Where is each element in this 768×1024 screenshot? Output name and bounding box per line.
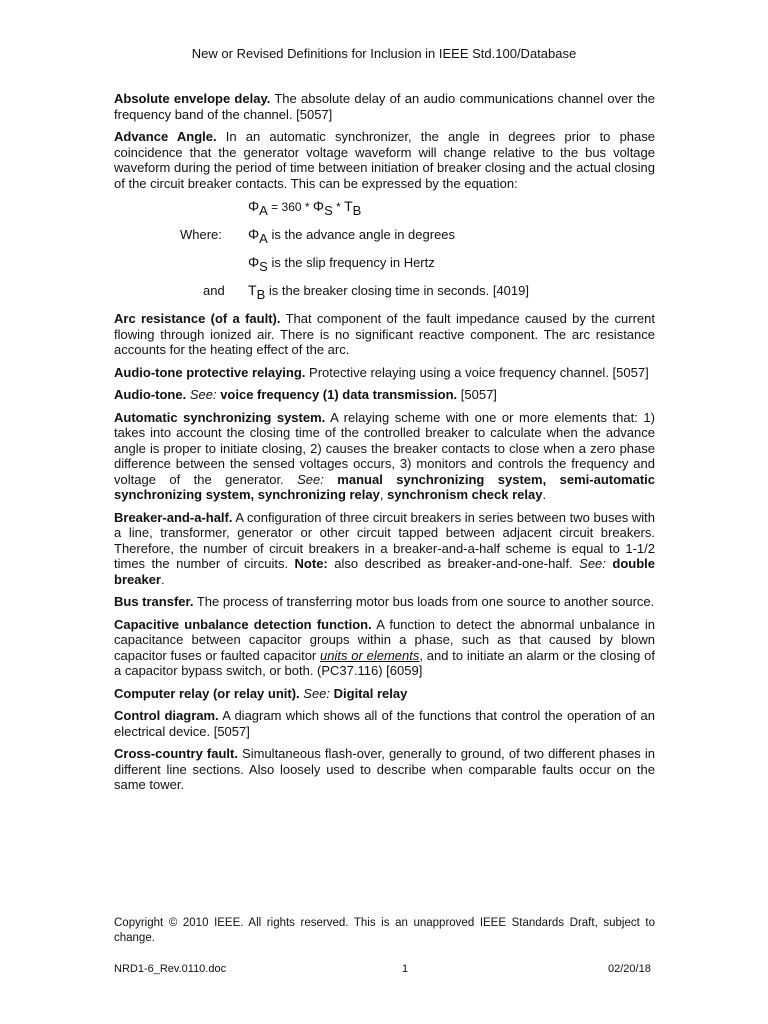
equation-text: *	[332, 200, 345, 214]
where-definition	[248, 226, 456, 246]
equation-breaker-line	[114, 277, 655, 305]
and-label: and	[203, 283, 225, 298]
where-text: is the advance angle in degrees	[267, 227, 456, 242]
phi-symbol: Φ	[312, 198, 325, 214]
term: Audio-tone protective relaying.	[114, 364, 306, 380]
definition-text: Protective relaying using a voice frequency channel. [5057]	[305, 364, 649, 380]
cross-reference: manual synchronizing system, semi-automatic synchronizing system, synchronizing relay	[114, 471, 655, 502]
definition-text: A diagram which shows all of the functions that control the operation of an electrical device. [5057]	[114, 708, 655, 739]
definition-text: That component of the fault impedance caused by the current flowing through ionized air. There is no significant reactive component. The arc resistance accounts for the heating effect of the arc.	[114, 311, 656, 357]
see-label: See:	[297, 471, 324, 487]
cross-reference: voice frequency (1) data transmission.	[216, 387, 458, 402]
term: Control diagram.	[114, 708, 219, 723]
subscript: S	[324, 203, 333, 218]
definition-computer-relay	[114, 686, 655, 702]
definition-bus-transfer	[114, 594, 655, 610]
subscript: B	[256, 287, 266, 302]
slip-text: is the slip frequency in Hertz	[267, 255, 435, 270]
definition-capacitive-unbalance-detection	[114, 617, 655, 679]
definition-text: The absolute delay of an audio communications channel over the frequency band of the channel. [5057]	[114, 91, 655, 122]
phi-symbol: Φ	[248, 254, 260, 270]
term: Breaker-and-a-half.	[114, 509, 233, 525]
definition-breaker-and-a-half	[114, 510, 655, 588]
t-symbol: T	[344, 198, 353, 214]
period: .	[160, 571, 165, 587]
file-name: NRD1-6_Rev.0110.doc	[114, 963, 227, 975]
subscript: B	[352, 203, 362, 218]
breaker-text: is the breaker closing time in seconds. [4019]	[265, 283, 529, 298]
phi-symbol: Φ	[248, 226, 260, 242]
definition-text: , and to initiate an alarm or the closing of a capacitor bypass switch, or both. (PC37.116) [6059]	[114, 647, 655, 678]
separator: ,	[379, 487, 388, 502]
definition-control-diagram	[114, 708, 655, 739]
term: Automatic synchronizing system.	[114, 409, 326, 425]
document-date: 02/20/18	[608, 963, 651, 975]
definition-text: A relaying scheme with one or more elements that: 1) takes into account the closing time of the controlled breaker to calculate when the advance angle is proper to initiate closing, 2) causes the breaker contacts to close when a zero phase difference between the sensed voltages occurs, 3) monitors and controls the frequency and voltage of the generator.	[114, 409, 655, 487]
see-label: See:	[299, 685, 331, 701]
equation-where-line	[114, 221, 655, 249]
cross-reference: Digital relay	[330, 685, 408, 701]
note-label: Note:	[294, 556, 328, 571]
t-symbol: T	[248, 282, 257, 298]
term: Cross-country fault.	[114, 746, 238, 761]
cross-reference: double breaker	[114, 556, 655, 587]
subscript: S	[259, 259, 268, 274]
definition-audio-tone-protective-relaying	[114, 365, 655, 381]
subscript: A	[259, 231, 268, 246]
copyright-notice: Copyright © 2010 IEEE. All rights reserved. This is an unapproved IEEE Standards Draft, subject to change.	[114, 917, 655, 944]
term: Bus transfer.	[114, 594, 194, 609]
cross-reference: synchronism check relay	[387, 487, 543, 502]
equation-text: = 360 *	[267, 200, 313, 214]
definition-absolute-envelope-delay	[114, 91, 655, 122]
underlined-text: units or elements	[320, 647, 420, 663]
definition-text: The process of transferring motor bus loads from one source to another source.	[193, 594, 655, 609]
term: Capacitive unbalance detection function.	[114, 616, 372, 632]
definition-audio-tone	[114, 387, 655, 403]
slip-definition	[248, 254, 435, 274]
definition-cross-country-fault	[114, 746, 655, 793]
equation	[114, 193, 655, 221]
equation-formula	[248, 199, 361, 216]
term: Arc resistance (of a fault).	[114, 311, 281, 326]
see-label: See:	[579, 556, 606, 571]
term: Computer relay (or relay unit).	[114, 685, 300, 701]
definition-text: also described as breaker-and-one-half.	[327, 556, 580, 571]
see-label: See:	[186, 387, 217, 402]
definition-text: [5057]	[457, 387, 497, 402]
term: Audio-tone.	[114, 387, 187, 402]
definition-text: In an automatic synchronizer, the angle in degrees prior to phase coincidence that the generator voltage waveform will change relative to the bus voltage waveform during the period of time between initiation of breaker closing and the actual closing of the circuit breaker contacts. This can be expressed by the equation:	[114, 129, 655, 191]
page-number: 1	[402, 963, 409, 975]
definition-text: Simultaneous flash-over, generally to ground, of two different phases in different line sections. Also loosely used to describe when comparable faults occur on the same tower.	[114, 746, 655, 792]
definition-text: A function to detect the abnormal unbalance in capacitance between capacitor groups within a phase, such as that caused by blown capacitor fuses or faulted capacitor	[114, 616, 655, 663]
subscript: A	[259, 203, 268, 218]
definition-advance-angle	[114, 129, 655, 191]
equation-slip-line	[114, 249, 655, 277]
term: Absolute envelope delay.	[114, 91, 271, 106]
definition-text: A configuration of three circuit breakers in series between two buses with a line, transformer, generator or other circuit tapped between adjacent circuit breakers. Therefore, the number of circuit breakers in a breaker-and-a-half scheme is equal to 1-1/2 times the number of circuits.	[114, 509, 655, 571]
page-header: New or Revised Definitions for Inclusion in IEEE Std.100/Database	[191, 46, 577, 61]
where-label: Where:	[180, 227, 222, 242]
definitions-list	[114, 91, 655, 800]
definition-arc-resistance	[114, 311, 655, 358]
definition-automatic-synchronizing-system	[114, 410, 655, 503]
period: .	[542, 487, 547, 502]
phi-symbol: Φ	[248, 198, 260, 214]
breaker-definition	[248, 282, 529, 302]
term: Advance Angle.	[114, 129, 217, 144]
